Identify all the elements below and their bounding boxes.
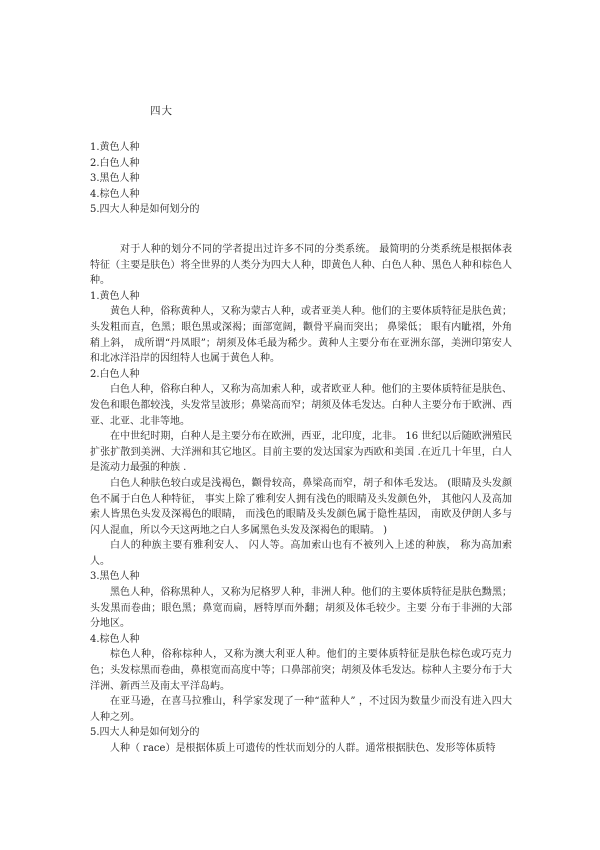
section-heading-yellow: 1.黄色人种 [90,290,140,302]
paragraph-brown-1: 棕色人种，俗称棕种人，又称为澳大利亚人种。他们的主要体质特征是肤色棕色或巧克力色；头发棕黑而卷曲，鼻根宽而高度中等；口鼻部前突；胡须及体毛发达。棕种人主要分布于大洋洲、新西兰及南太平洋岛屿。 [90,649,512,692]
paragraph-yellow: 黄色人种，俗称黄种人，又称为蒙古人种，或者亚美人种。他们的主要体质特征是肤色黄；头发粗而直，色黑；眼色黑或深褐；面部宽阔，颧骨平扁而突出； 鼻梁低； 眼有内眦褶，外角稍上斜， 成所谓“丹凤眼”；胡须及体毛最为稀少。黄种人主要分布在亚洲东部，美洲印第安人和北冰洋沿岸的因纽特人也属于黄色人种。 [90,306,512,365]
paragraph-black: 黑色人种，俗称黑种人，又称为尼格罗人种，非洲人种。他们的主要体质特征是肤色黝黑；头发黑而卷曲；眼色黑；鼻宽而扁，唇特厚而外翻；胡须及体毛较少。主要 分布于非洲的大部分地区。 [90,587,512,630]
paragraph-brown-2: 在亚马逊，在喜马拉雅山，科学家发现了一种“蓝种人” ，不过因为数量少而没有进入四大人种之列。 [90,696,512,723]
paragraph-white-3: 白色人种肤色较白或是浅褐色，颧骨较高，鼻梁高而窄，胡子和体毛发达。 (眼睛及头发颜色不属于白色人种特征， 事实上除了雅利安人拥有浅色的眼睛及头发颜色外， 其他闪人及高加索人皆黑色头发及深褐色的眼睛， 而浅色的眼睛及头发颜色属于隐性基因， 南欧及伊朗人多与闪人混血，所以今天这两地之白人多属黑色头发及深褐色的眼睛。 ) [90,477,512,536]
toc-item-1[interactable]: 1.黄色人种 [90,142,140,153]
paragraph-white-4: 白人的种族主要有雅利安人、 闪人等。高加索山也有不被列入上述的种族， 称为高加索人。 [90,540,512,567]
table-of-contents [90,140,200,218]
section-heading-black: 3.黑色人种 [90,571,140,583]
toc-item-3[interactable]: 3.黑色人种 [90,173,140,184]
toc-item-4[interactable]: 4.棕色人种 [90,188,140,200]
page-title: 四大 [150,105,173,117]
article-body [90,242,512,757]
paragraph-white-2: 在中世纪时期，白种人是主要分布在欧洲，西亚，北印度，北非。 16 世纪以后随欧洲殖民扩张扩散到美洲、大洋洲和其它地区。目前主要的发达国家为西欧和美国 .在近几十年里，白人是流动力最强的种族 . [90,431,512,474]
section-heading-white: 2.白色人种 [90,368,140,380]
intro-paragraph: 对于人种的划分不同的学者提出过许多不同的分类系统。 最简明的分类系统是根据体表特征（主要是肤色）将全世界的人类分为四大人种，即黄色人种、白色人种、黑色人种和棕色人种。 [90,244,512,287]
paragraph-classification: 人种（ race）是根据体质上可遗传的性状而划分的人群。通常根据肤色、发形等体质特 [110,743,496,754]
paragraph-white-1: 白色人种，俗称白种人，又称为高加索人种，或者欧亚人种。他们的主要体质特征是肤色、发色和眼色都较浅，头发常呈波形；鼻梁高而窄；胡须及体毛发达。白种人主要分布于欧洲、西亚、北亚、北非等地。 [90,384,512,427]
section-heading-brown: 4.棕色人种 [90,633,140,645]
section-heading-classification: 5.四大人种是如何划分的 [90,727,200,739]
toc-item-2[interactable]: 2.白色人种 [90,157,140,169]
toc-item-5[interactable]: 5.四大人种是如何划分的 [90,204,200,215]
